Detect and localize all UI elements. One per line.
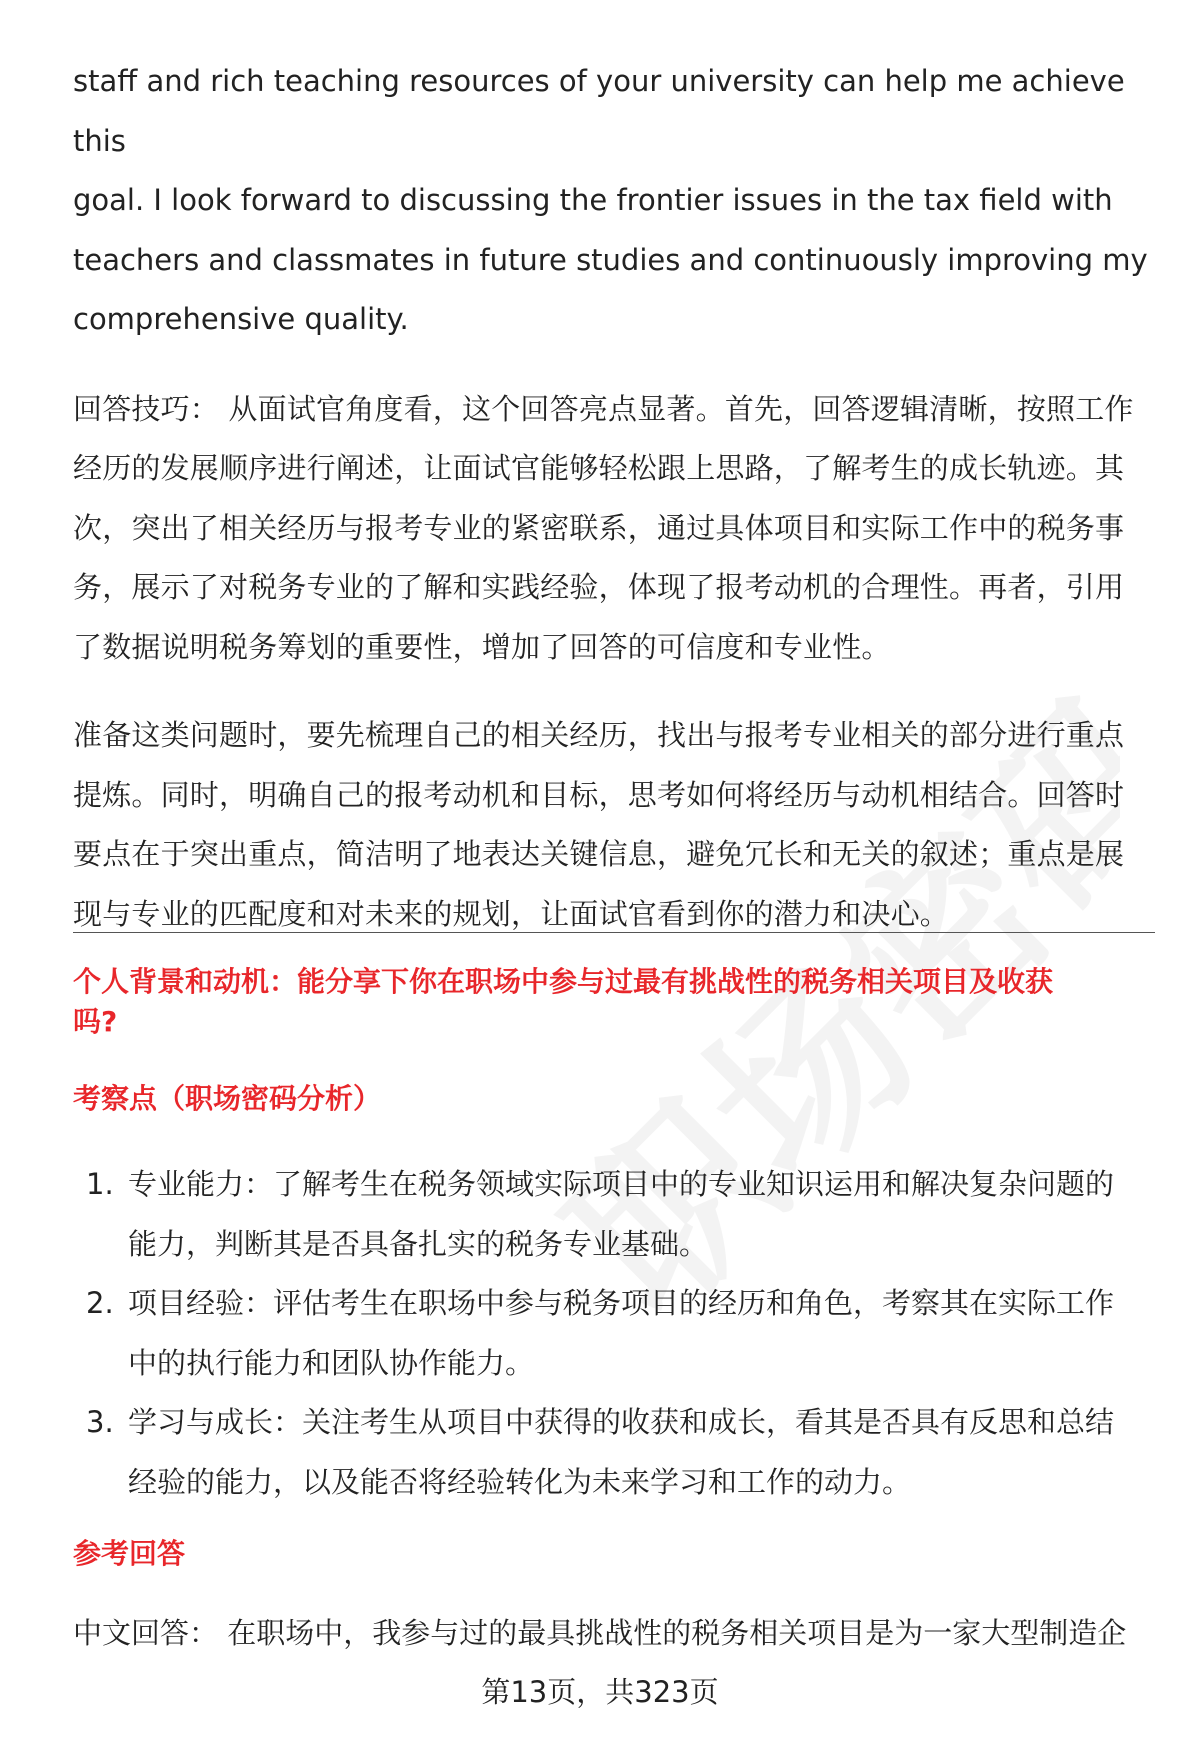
text-line: 经历的发展顺序进行阐述，让面试官能够轻松跟上思路，了解考生的成长轨迹。其 (73, 451, 1125, 485)
list-item-line: 中的执行能力和团队协作能力。 (128, 1345, 535, 1380)
list-item-line: 专业能力：了解考生在税务领域实际项目中的专业知识运用和解决复杂问题的 (128, 1167, 1115, 1201)
page-number-footer: 第13页，共323页 (481, 1675, 719, 1709)
intro-english-paragraph (73, 52, 1155, 350)
text-line: 回答技巧： 从面试官角度看，这个回答亮点显著。首先，回答逻辑清晰，按照工作 (73, 391, 1134, 426)
list-item-number: 3. (86, 1405, 114, 1439)
text-line: 准备这类问题时，要先梳理自己的相关经历，找出与报考专业相关的部分进行重点 (73, 718, 1125, 752)
chinese-answer-line: 中文回答： 在职场中，我参与过的最具挑战性的税务相关项目是为一家大型制造企 (73, 1616, 1127, 1650)
section-divider (73, 932, 1155, 933)
text-line: teachers and classmates in future studies and continuously improving my (73, 242, 1148, 277)
list-item-line: 经验的能力，以及能否将经验转化为未来学习和工作的动力。 (128, 1464, 912, 1499)
text-line: 现与专业的匹配度和对未来的规划，让面试官看到你的潜力和决心。 (73, 896, 950, 931)
text-line: comprehensive quality. (73, 302, 409, 336)
text-line: staff and rich teaching resources of your university can help me achieve this (73, 64, 1125, 158)
document-page (73, 52, 1155, 944)
question-line: 个人背景和动机：能分享下你在职场中参与过最有挑战性的税务相关项目及收获 (73, 965, 1054, 998)
question-line: 吗? (73, 1005, 118, 1038)
text-line: 次，突出了相关经历与报考专业的紧密联系，通过具体项目和实际工作中的税务事 (73, 510, 1125, 545)
list-item-line: 学习与成长：关注考生从项目中获得的收获和成长，看其是否具有反思和总结 (128, 1405, 1115, 1439)
preparation-paragraph (73, 706, 1155, 944)
list-item-number: 2. (86, 1286, 114, 1320)
list-item-number: 1. (86, 1167, 114, 1201)
reference-answer-heading: 参考回答 (73, 1537, 186, 1570)
list-item-line: 项目经验：评估考生在职场中参与税务项目的经历和角色，考察其在实际工作 (128, 1286, 1115, 1320)
text-line: 要点在于突出重点，简洁明了地表达关键信息，避免冗长和无关的叙述；重点是展 (73, 837, 1125, 871)
answer-tips-paragraph (73, 380, 1155, 678)
exam-points-list (73, 1155, 1155, 1512)
text-line: 了数据说明税务筹划的重要性，增加了回答的可信度和专业性。 (73, 629, 891, 664)
text-line: 提炼。同时，明确自己的报考动机和目标，思考如何将经历与动机相结合。回答时 (73, 777, 1125, 812)
list-item-line: 能力，判断其是否具备扎实的税务专业基础。 (128, 1226, 709, 1261)
question-heading (73, 962, 1155, 1042)
text-line: goal. I look forward to discussing the frontier issues in the tax field with (73, 183, 1113, 217)
list-item (73, 1393, 1155, 1512)
text-line: 务，展示了对税务专业的了解和实践经验，体现了报考动机的合理性。再者，引用 (73, 570, 1125, 604)
exam-points-heading: 考察点（职场密码分析） (73, 1082, 382, 1115)
list-item (73, 1155, 1155, 1274)
list-item (73, 1274, 1155, 1393)
